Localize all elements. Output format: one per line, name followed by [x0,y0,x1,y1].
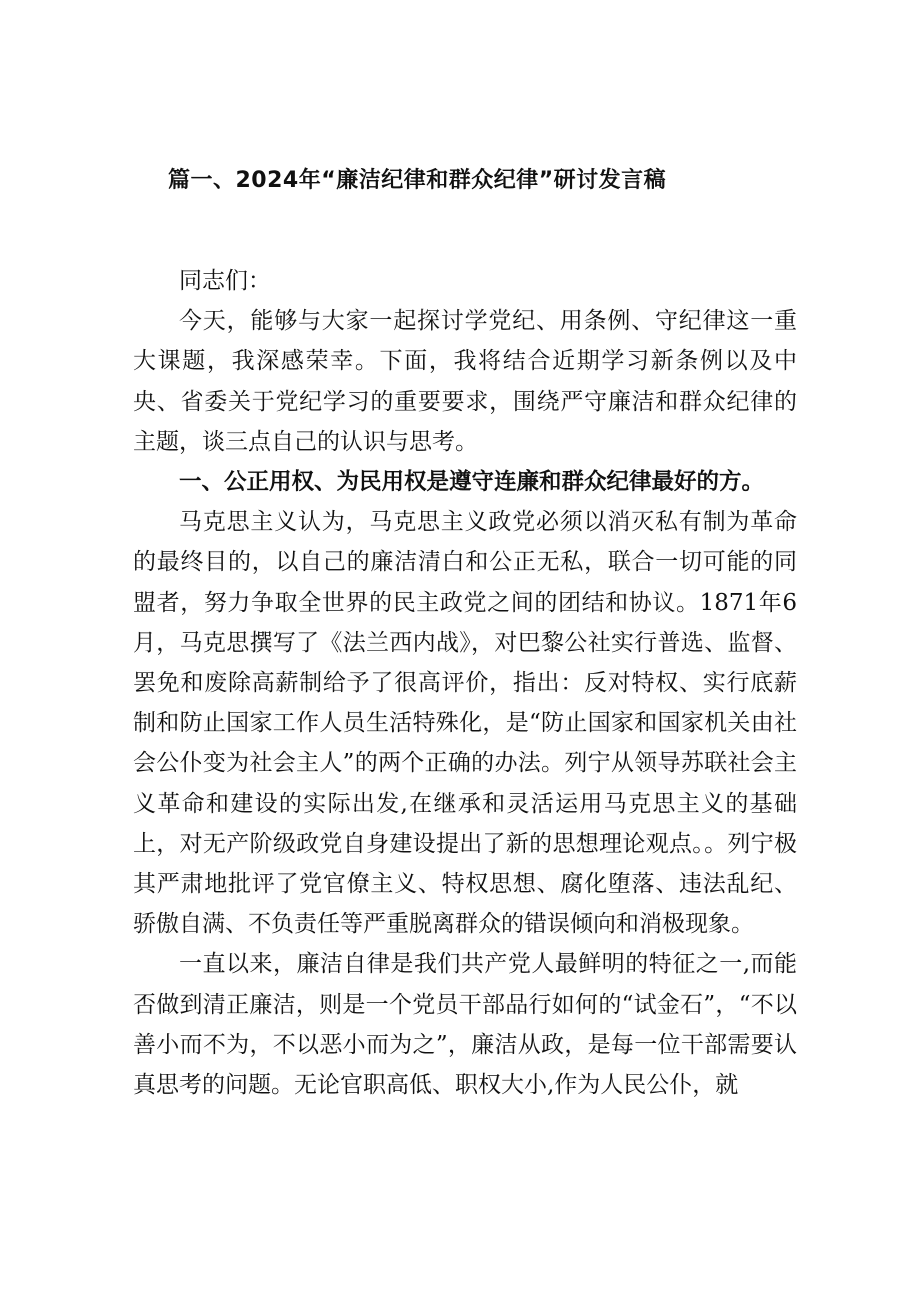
section1-paragraph-2: 一直以来，廉洁自律是我们共产党人最鲜明的特征之一,而能否做到清正廉洁，则是一个党员干部品行如何的“试金石”，“不以善小而不为，不以恶小而为之”，廉洁从政，是每一位干部需要认真思考的问题。无论官职高低、职权大小,作为人民公仆，就 [133,951,797,1099]
section-heading-1: 一、公正用权、为民用权是遵守连廉和群众纪律最好的方。 [179,469,765,496]
document-title: 篇一、2024年“廉洁纪律和群众纪律”研讨发言稿 [168,168,667,193]
intro-paragraph: 今天，能够与大家一起探讨学党纪、用条例、守纪律这一重大课题，我深感荣幸。下面，我将结合近期学习新条例以及中央、省委关于党纪学习的重要要求，围绕严守廉洁和群众纪律的主题，谈三点自己的认识与思考。 [133,308,797,455]
section1-paragraph-1: 马克思主义认为，马克思主义政党必须以消灭私有制为革命的最终目的，以自己的廉洁清白和公正无私，联合一切可能的同盟者，努力争取全世界的民主政党之间的团结和协议。1871年6月，马克思撰写了《法兰西内战》，对巴黎公社实行普选、监督、罢免和废除高薪制给予了很高评价，指出：反对特权、实行底薪制和防止国家工作人员生活特殊化，是“防止国家和国家机关由社会公仆变为社会主人”的两个正确的办法。列宁从领导苏联社会主义革命和建设的实际出发,在继承和灵活运用马克思主义的基础上，对无产阶级政党自身建设提出了新的思想理论观点。。列宁极其严肃地批评了党官僚主义、特权思想、腐化堕落、违法乱纪、骄傲自满、不负责任等严重脱离群众的错误倾向和消极现象。 [133,509,797,938]
document-body [133,261,797,1105]
salutation: 同志们： [179,268,271,294]
